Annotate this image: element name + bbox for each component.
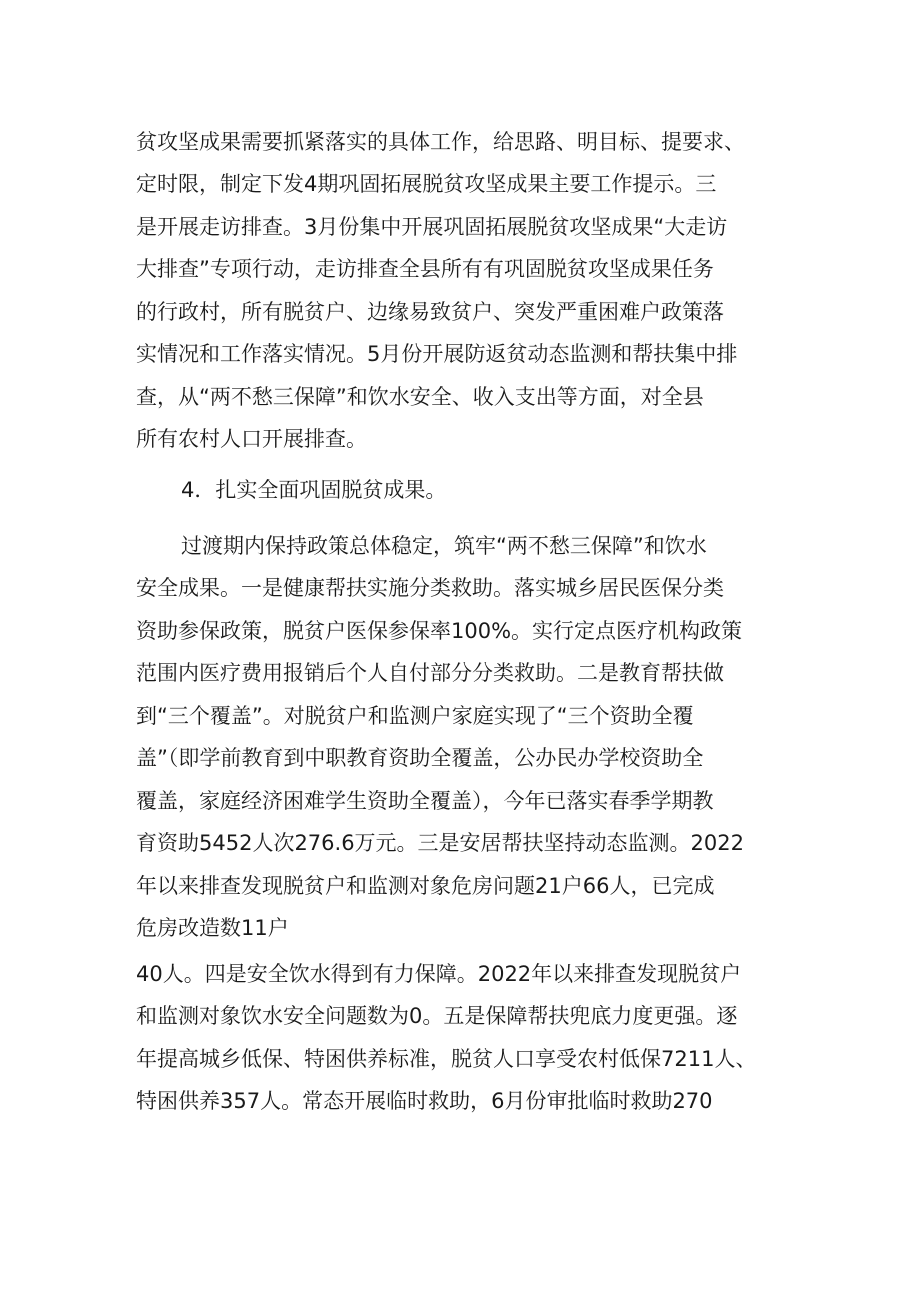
text-line: 年提高城乡低保、特困供养标准，脱贫人口享受农村低保7211人、 <box>136 1047 757 1071</box>
text-line: 盖”（即学前教育到中职教育资助全覆盖，公办民办学校资助全 <box>136 746 704 770</box>
text-line: 育资助5452人次276.6万元。三是安居帮扶坚持动态监测。2022 <box>136 831 745 855</box>
text-line: 资助参保政策，脱贫户医保参保率100%。实行定点医疗机构政策 <box>136 619 743 643</box>
text-line: 范围内医疗费用报销后个人自付部分分类救助。二是教育帮扶做 <box>136 661 724 685</box>
text-line: 定时限，制定下发4期巩固拓展脱贫攻坚成果主要工作提示。三 <box>136 172 717 196</box>
text-line: 安全成果。一是健康帮扶实施分类救助。落实城乡居民医保分类 <box>136 576 724 600</box>
text-line: 覆盖，家庭经济困难学生资助全覆盖），今年已落实春季学期教 <box>136 789 714 813</box>
text-line: 40人。四是安全饮水得到有力保障。2022年以来排查发现脱贫户 <box>136 962 742 986</box>
text-line: 实情况和工作落实情况。5月份开展防返贫动态监测和帮扶集中排 <box>136 342 738 366</box>
text-line: 大排查”专项行动，走访排查全县所有有巩固脱贫攻坚成果任务 <box>136 257 714 281</box>
text-line: 所有农村人口开展排查。 <box>136 427 367 451</box>
text-line: 的行政村，所有脱贫户、边缘易致贫户、突发严重困难户政策落 <box>136 300 724 324</box>
text-line: 年以来排查发现脱贫户和监测对象危房问题21户66人，已完成 <box>136 874 715 898</box>
text-line: 查，从“两不愁三保障”和饮水安全、收入支出等方面，对全县 <box>136 385 704 409</box>
text-line: 和监测对象饮水安全问题数为0。五是保障帮扶兜底力度更强。逐 <box>136 1004 738 1028</box>
text-line: 是开展走访排查。3月份集中开展巩固拓展脱贫攻坚成果“大走访 <box>136 215 728 239</box>
section-heading: 4．扎实全面巩固脱贫成果。 <box>181 478 447 502</box>
text-line: 特困供养357人。常态开展临时救助，6月份审批临时救助270 <box>136 1089 713 1113</box>
text-line: 到“三个覆盖”。对脱贫户和监测户家庭实现了“三个资助全覆 <box>136 704 694 728</box>
text-line: 过渡期内保持政策总体稳定，筑牢“两不愁三保障”和饮水 <box>181 534 707 558</box>
text-line: 危房改造数11户 <box>136 916 289 940</box>
text-line: 贫攻坚成果需要抓紧落实的具体工作，给思路、明目标、提要求、 <box>136 130 745 154</box>
